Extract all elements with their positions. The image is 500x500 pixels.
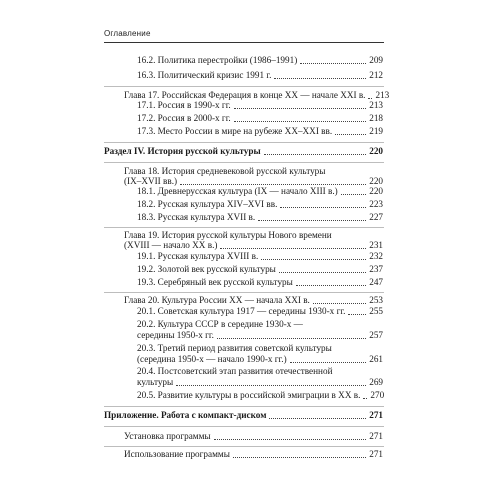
leader-dots — [264, 154, 367, 155]
toc-entry-label: 19.3. Серебряный век русской культуры — [137, 277, 293, 287]
toc-entry[interactable] — [137, 126, 383, 137]
toc-entry[interactable] — [124, 449, 383, 460]
toc-entry-label: Приложение. Работа с компакт-диском — [104, 410, 267, 420]
toc-entry[interactable] — [137, 55, 383, 66]
leader-dots — [368, 98, 372, 99]
toc-chapter-title: Глава 18. История средневековой русской культуры — [124, 166, 326, 176]
toc-entry-page: 223 — [369, 199, 383, 209]
toc-entry-page: 271 — [369, 449, 383, 459]
toc-entry[interactable] — [137, 251, 383, 262]
toc-entry[interactable] — [137, 306, 383, 317]
leader-dots — [348, 314, 366, 315]
toc-entry-label: 16.2. Политика перестройки (1986–1991) — [137, 55, 298, 65]
leader-dots — [279, 272, 366, 273]
leader-dots — [258, 220, 366, 221]
leader-dots — [217, 338, 366, 339]
toc-entry-label: Использование программы — [124, 449, 230, 459]
leader-dots — [313, 303, 366, 304]
toc-entry[interactable] — [137, 354, 383, 365]
leader-dots — [220, 248, 366, 249]
toc-entry-label: 17.2. Россия в 2000-х гг. — [137, 113, 231, 123]
toc-entry-label: Глава 20. Культура России XX — начала XXI в. — [124, 295, 310, 305]
toc-entry-label: (середина 1950-х — начало 1990-х гг.) — [137, 354, 287, 364]
toc-entry[interactable] — [137, 186, 383, 197]
leader-dots — [214, 439, 367, 440]
toc-entry-page: 253 — [369, 295, 383, 305]
toc-entry[interactable] — [137, 100, 383, 111]
toc-entry[interactable] — [137, 199, 383, 210]
leader-dots — [261, 259, 366, 260]
toc-entry-page: 213 — [369, 100, 383, 110]
toc-section[interactable] — [104, 410, 383, 421]
leader-dots — [176, 385, 366, 386]
leader-dots — [234, 108, 366, 109]
toc-entry-title: 20.3. Третий период развития советской культуры — [137, 343, 332, 353]
toc-entry-page: 220 — [369, 176, 383, 186]
toc-entry-label: 20.5. Развитие культуры в российской эмиграции в XX в. — [137, 390, 361, 400]
divider — [104, 227, 384, 228]
toc-entry-page: 271 — [369, 410, 383, 420]
toc-entry-page: 269 — [369, 377, 383, 387]
toc-entry-page: 212 — [369, 70, 383, 80]
toc-entry-page: 261 — [369, 354, 383, 364]
toc-chapter-title: Глава 19. История русской культуры Нового времени — [124, 230, 332, 240]
divider — [104, 142, 384, 143]
toc-entry-label: 19.2. Золотой век русской культуры — [137, 264, 276, 274]
toc-chapter[interactable] — [124, 240, 383, 251]
toc-entry[interactable] — [137, 277, 383, 288]
toc-entry-label: 18.1. Древнерусская культура (IX — начало XIII в.) — [137, 186, 338, 196]
toc-entry-title: 20.4. Постсоветский этап развития отечественной — [137, 366, 333, 376]
toc-entry-page: 231 — [369, 240, 383, 250]
toc-entry-page: 271 — [369, 431, 383, 441]
toc-entry-page: 247 — [369, 277, 383, 287]
toc-entry-page: 237 — [369, 264, 383, 274]
toc-entry-page: 257 — [369, 330, 383, 340]
leader-dots — [341, 194, 367, 195]
divider — [104, 162, 384, 163]
toc-entry-page: 209 — [369, 55, 383, 65]
divider — [104, 292, 384, 293]
leader-dots — [233, 457, 366, 458]
toc-entry-label: 17.1. Россия в 1990-х гг. — [137, 100, 231, 110]
toc-section[interactable] — [104, 146, 383, 157]
toc-entry-label: 18.2. Русская культура XIV–XVI вв. — [137, 199, 278, 209]
toc-entry[interactable] — [137, 70, 383, 81]
divider — [104, 426, 384, 427]
toc-entry-page: 232 — [369, 251, 383, 261]
leader-dots — [234, 121, 366, 122]
leader-dots — [280, 207, 366, 208]
toc-entry-label: (IX–XVII вв.) — [124, 176, 178, 186]
toc-entry-label: 16.3. Политический кризис 1991 г. — [137, 70, 272, 80]
toc-entry-page: 213 — [375, 90, 390, 100]
leader-dots — [363, 398, 367, 399]
leader-dots — [290, 362, 367, 363]
toc-entry-label: 19.1. Русская культура XVIII в. — [137, 251, 259, 261]
toc-chapter[interactable] — [124, 295, 383, 306]
leader-dots — [296, 285, 366, 286]
divider — [104, 86, 384, 87]
toc-entry[interactable] — [124, 431, 383, 442]
toc-entry-page: 270 — [370, 390, 385, 400]
toc-entry-label: Глава 17. Российская Федерация в конце XX — начале XXI в. — [124, 90, 366, 100]
toc-entry-page: 218 — [369, 113, 383, 123]
divider — [104, 446, 384, 447]
toc-entry-label: 18.3. Русская культура XVII в. — [137, 212, 256, 222]
toc-entry-page: 219 — [369, 126, 383, 136]
toc-entry-page: 220 — [369, 146, 383, 156]
toc-entry[interactable] — [137, 390, 383, 401]
leader-dots — [300, 63, 366, 64]
toc-entry[interactable] — [137, 377, 383, 388]
toc-entry-label: 17.3. Место России в мире на рубеже XX–XXI вв. — [137, 126, 333, 136]
toc-entry-page: 227 — [369, 212, 383, 222]
toc-entry-label: Установка программы — [124, 431, 211, 441]
toc-entry-title: 20.2. Культура СССР в середине 1930-х — — [137, 319, 303, 329]
divider — [104, 406, 384, 407]
toc-entry[interactable] — [137, 330, 383, 341]
toc-entry[interactable] — [137, 264, 383, 275]
running-header: Оглавление — [104, 29, 151, 38]
leader-dots — [274, 78, 366, 79]
toc-entry[interactable] — [137, 212, 383, 223]
toc-entry-label: Раздел IV. История русской культуры — [104, 146, 261, 156]
toc-entry-page: 220 — [369, 186, 383, 196]
toc-entry-label: (XVIII — начало XX в.) — [124, 240, 218, 250]
leader-dots — [269, 418, 366, 419]
leader-dots — [335, 134, 366, 135]
leader-dots — [180, 184, 366, 185]
toc-entry-label: середины 1950-х гг. — [137, 330, 214, 340]
toc-entry[interactable] — [137, 113, 383, 124]
toc-entry-page: 255 — [369, 306, 383, 316]
toc-entry-label: культуры — [137, 377, 174, 387]
toc-entry-label: 20.1. Советская культура 1917 — середины 1930-х гг. — [137, 306, 346, 316]
